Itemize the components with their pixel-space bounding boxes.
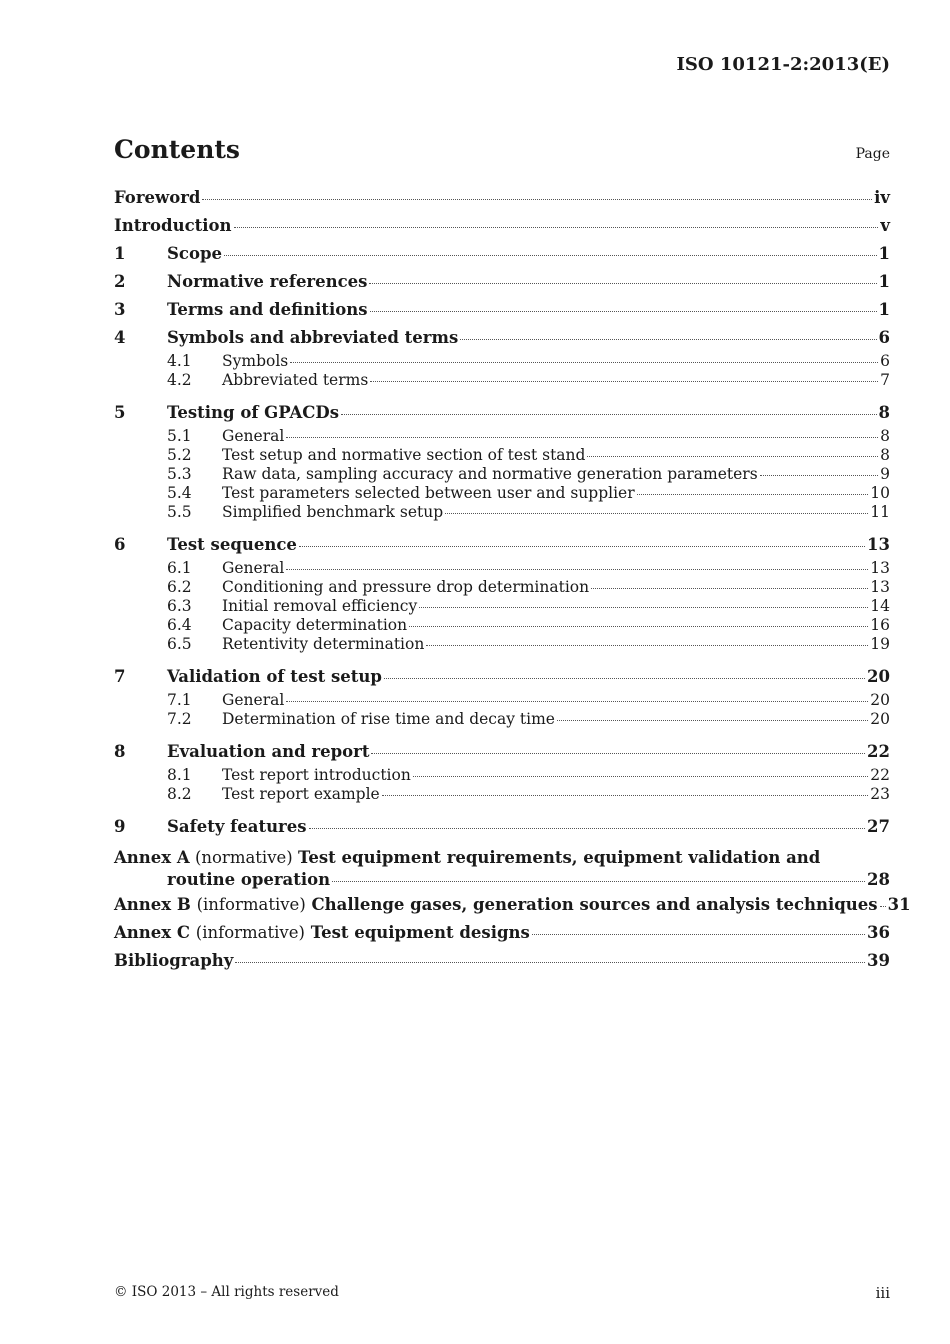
- toc-page-number: 13: [870, 559, 890, 577]
- toc-entry-number: 8: [114, 742, 126, 761]
- toc-entry-title: Testing of GPACDs: [167, 403, 340, 422]
- toc-page-number: 8: [878, 403, 890, 422]
- toc-entry[interactable]: [114, 738, 890, 766]
- toc-subentry[interactable]: [114, 446, 890, 465]
- toc-entry-number: 6: [114, 535, 126, 554]
- annex-label: Annex C: [114, 923, 191, 942]
- toc-entry-title: Symbols: [222, 352, 289, 370]
- toc-subentry[interactable]: [114, 785, 890, 804]
- dot-leader: [286, 701, 868, 702]
- dot-leader: [370, 381, 878, 382]
- dot-leader: [224, 255, 877, 256]
- toc-entry-number: 6.5: [167, 635, 192, 653]
- toc-entry-title: Safety features: [167, 817, 307, 836]
- toc-entry-title: Normative references: [167, 272, 368, 291]
- annex-title: Test equipment designs: [310, 923, 530, 942]
- toc-entry-bibliography[interactable]: [114, 947, 890, 975]
- toc-entry-title: Test report example: [222, 785, 380, 803]
- toc-entry-number: 6.4: [167, 616, 192, 634]
- toc-entry-number: 4.1: [167, 352, 192, 370]
- toc-entry-number: 4.2: [167, 371, 192, 389]
- toc-page-number: 7: [880, 371, 890, 389]
- toc-page-number: 22: [867, 742, 890, 761]
- toc-entry-title: Scope: [167, 244, 223, 263]
- toc-page-number: 10: [870, 484, 890, 502]
- dot-leader: [426, 645, 868, 646]
- toc-page-number: 20: [870, 691, 890, 709]
- toc-subentry[interactable]: [114, 597, 890, 616]
- contents-title: Contents: [114, 135, 241, 164]
- dot-leader: [202, 199, 872, 200]
- toc-entry-number: 5: [114, 403, 126, 422]
- copyright-notice: © ISO 2013 – All rights reserved: [114, 1284, 339, 1300]
- dot-leader: [409, 626, 868, 627]
- dot-leader: [460, 339, 876, 340]
- dot-leader: [332, 881, 865, 882]
- toc-entry-number: 5.4: [167, 484, 192, 502]
- dot-leader: [290, 362, 878, 363]
- toc-page-number: 6: [878, 328, 890, 347]
- toc-page-number: 22: [870, 766, 890, 784]
- toc-entry[interactable]: [114, 531, 890, 559]
- toc-entry-number: 5.2: [167, 446, 192, 464]
- toc-page-number: 1: [878, 300, 890, 319]
- dot-leader: [445, 513, 868, 514]
- toc-subentry[interactable]: [114, 371, 890, 390]
- dot-leader: [286, 569, 868, 570]
- toc-entry-title: Test report introduction: [222, 766, 411, 784]
- dot-leader: [413, 776, 868, 777]
- dot-leader: [299, 546, 865, 547]
- annex-kind: (normative): [194, 848, 293, 867]
- toc-entry[interactable]: [114, 184, 890, 212]
- toc-entry-title: Simplified benchmark setup: [222, 503, 444, 521]
- toc-entry-title: Evaluation and report: [167, 742, 370, 761]
- toc-entry-title: Retentivity determination: [222, 635, 425, 653]
- toc-page-number: 20: [870, 710, 890, 728]
- toc-entry-number: 6.2: [167, 578, 192, 596]
- toc-page-number: 6: [880, 352, 890, 370]
- toc-page-number: 13: [867, 535, 890, 554]
- annex-title: Challenge gases, generation sources and analysis techniques: [311, 895, 878, 914]
- toc-page-number: 39: [867, 951, 890, 970]
- toc-entry-number: 5.1: [167, 427, 192, 445]
- toc-page-number: 9: [880, 465, 890, 483]
- toc-entry-number: 8.1: [167, 766, 192, 784]
- annex-kind: (informative): [195, 923, 305, 942]
- dot-leader: [591, 588, 868, 589]
- toc-entry[interactable]: [114, 324, 890, 352]
- toc-entry-number: 9: [114, 817, 126, 836]
- annex-title: Test equipment requirements, equipment validation and: [298, 848, 821, 867]
- toc-entry[interactable]: [114, 240, 890, 268]
- toc-entry-number: 4: [114, 328, 126, 347]
- toc-entry-title: Conditioning and pressure drop determination: [222, 578, 590, 596]
- annex-title-continued: routine operation: [167, 870, 331, 889]
- toc-entry-annex-a[interactable]: [114, 847, 890, 891]
- toc-entries: [114, 184, 890, 841]
- toc-subentry[interactable]: [114, 710, 890, 729]
- toc-entry[interactable]: [114, 296, 890, 324]
- toc-page-number: 19: [870, 635, 890, 653]
- dot-leader: [309, 828, 865, 829]
- dot-leader: [384, 678, 865, 679]
- toc-subentry[interactable]: [114, 503, 890, 522]
- toc-entry-title: General: [222, 559, 285, 577]
- toc-page-number: 31: [887, 895, 911, 914]
- dot-leader: [286, 437, 878, 438]
- dot-leader: [880, 906, 886, 907]
- toc-page-number: 16: [870, 616, 890, 634]
- toc-entry-title: Foreword: [114, 188, 201, 207]
- toc-subentry[interactable]: [114, 427, 890, 446]
- toc-page-number: 8: [880, 427, 890, 445]
- annex-kind: (informative): [196, 895, 306, 914]
- dot-leader: [587, 456, 878, 457]
- toc-subentry[interactable]: [114, 578, 890, 597]
- toc-subentry[interactable]: [114, 484, 890, 503]
- toc-entry-number: 7.1: [167, 691, 192, 709]
- table-of-contents: [114, 184, 911, 975]
- toc-entry-number: 1: [114, 244, 126, 263]
- toc-page-number: 1: [878, 244, 890, 263]
- toc-entry-title: Abbreviated terms: [222, 371, 369, 389]
- toc-page-number: 11: [870, 503, 890, 521]
- toc-subentry[interactable]: [114, 691, 890, 710]
- dot-leader: [760, 475, 878, 476]
- toc-page-number: 13: [870, 578, 890, 596]
- annex-label: Annex A: [114, 848, 190, 867]
- toc-page-number: 36: [867, 923, 890, 942]
- toc-page-number: iv: [874, 188, 890, 207]
- toc-entry-number: 7: [114, 667, 126, 686]
- dot-leader: [235, 962, 865, 963]
- toc-entry-title: Initial removal efficiency: [222, 597, 418, 615]
- toc-entry[interactable]: [114, 212, 890, 240]
- page-column-label: Page: [855, 146, 890, 162]
- dot-leader: [382, 795, 869, 796]
- dot-leader: [532, 934, 865, 935]
- toc-entry-title: Validation of test setup: [167, 667, 382, 686]
- toc-page-number: 28: [867, 870, 890, 889]
- toc-page-number: 8: [880, 446, 890, 464]
- annex-label: Annex B: [114, 895, 191, 914]
- toc-entry-title: Test setup and normative section of test stand: [222, 446, 586, 464]
- toc-entry-number: 6.1: [167, 559, 192, 577]
- toc-entry-number: 8.2: [167, 785, 192, 803]
- dot-leader: [234, 227, 879, 228]
- dot-leader: [370, 311, 877, 312]
- toc-subentry[interactable]: [114, 352, 890, 371]
- toc-page-number: 23: [870, 785, 890, 803]
- toc-entry-title: Introduction: [114, 216, 232, 235]
- toc-subentry[interactable]: [114, 766, 890, 785]
- toc-subentry[interactable]: [114, 465, 890, 484]
- toc-page-number: 20: [867, 667, 890, 686]
- toc-subentry[interactable]: [114, 616, 890, 635]
- toc-page-number: 27: [867, 817, 890, 836]
- toc-page-number: 1: [878, 272, 890, 291]
- toc-subentry[interactable]: [114, 559, 890, 578]
- dot-leader: [371, 753, 865, 754]
- toc-entry-title: Terms and definitions: [167, 300, 368, 319]
- toc-entry-number: 5.5: [167, 503, 192, 521]
- toc-entry-title: Determination of rise time and decay time: [222, 710, 555, 728]
- contents-header: [114, 130, 890, 164]
- toc-entry-annex-c[interactable]: [114, 919, 890, 947]
- document-identifier: ISO 10121-2:2013(E): [676, 54, 890, 75]
- dot-leader: [637, 494, 869, 495]
- toc-entry[interactable]: [114, 813, 890, 841]
- toc-entry-number: 3: [114, 300, 126, 319]
- toc-entry-number: 5.3: [167, 465, 192, 483]
- toc-entry-title: Test sequence: [167, 535, 297, 554]
- toc-entry-title: Bibliography: [114, 951, 234, 970]
- toc-entry-number: 7.2: [167, 710, 192, 728]
- dot-leader: [557, 720, 868, 721]
- toc-entry-annex-b[interactable]: [114, 891, 911, 919]
- dot-leader: [369, 283, 876, 284]
- dot-leader: [341, 414, 876, 415]
- toc-entry-title: Capacity determination: [222, 616, 408, 634]
- toc-entry[interactable]: [114, 399, 890, 427]
- toc-subentry[interactable]: [114, 635, 890, 654]
- toc-entry-title: General: [222, 691, 285, 709]
- toc-entry-title: Test parameters selected between user and supplier: [222, 484, 635, 502]
- toc-entry-title: Raw data, sampling accuracy and normative generation parameters: [222, 465, 758, 483]
- toc-entry[interactable]: [114, 663, 890, 691]
- toc-page-number: v: [880, 216, 890, 235]
- toc-page-number: 14: [870, 597, 890, 615]
- toc-entry[interactable]: [114, 268, 890, 296]
- toc-entry-title: General: [222, 427, 285, 445]
- toc-entry-title: Symbols and abbreviated terms: [167, 328, 459, 347]
- toc-entry-number: 6.3: [167, 597, 192, 615]
- toc-entry-number: 2: [114, 272, 126, 291]
- dot-leader: [419, 607, 868, 608]
- page-number: iii: [875, 1284, 890, 1302]
